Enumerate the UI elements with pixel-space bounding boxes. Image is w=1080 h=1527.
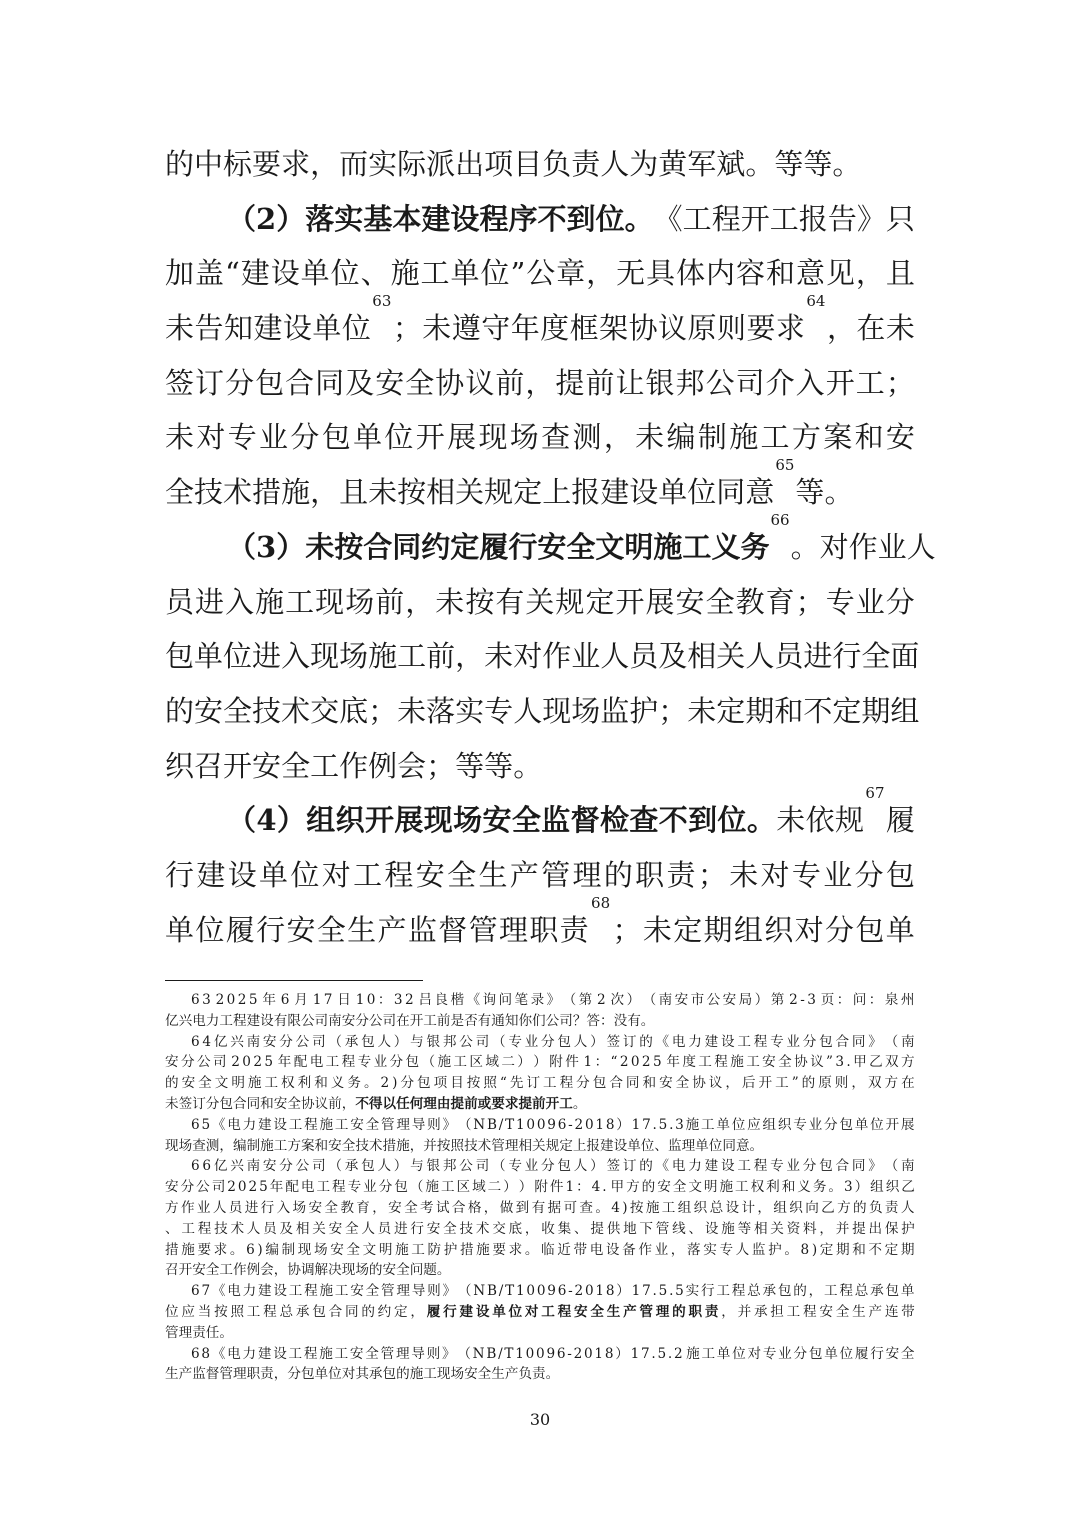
paragraph-line: 全 技 术 措 施 ， 且 未 按 相 关 规 定 上 报 建 设 单 位 同 意 65 等 。: [165, 465, 915, 520]
footnote-line: 6 7 《 电 力 建 设 工 程 施 工 安 全 管 理 导 则 》 （ N B / T 1 0 0 9 6 - 2 0 1 8 ） 1 7 . 5 . 5 实 行 工 程 总 承 包 的 ， 工 程 总 承 包 单: [191, 1283, 915, 1300]
paragraph-line: 加 盖 “ 建 设 单 位 、 施 工 单 位 ” 公 章 ， 无 具 体 内 容 和 意 见 ， 且: [165, 256, 915, 291]
footnote-reference[interactable]: 65: [775, 456, 795, 475]
footnote-reference[interactable]: 67: [865, 784, 885, 803]
footnote-line: 6 3 2 0 2 5 年 6 月 1 7 日 1 0 ： 3 2 吕 良 楷 《 询 问 笔 录 》 （ 第 2 次 ） （ 南 安 市 公 安 局 ） 第 2 - 3 页 ： 问 ： 泉 州: [191, 992, 915, 1008]
footnote-line: 6 8 《 电 力 建 设 工 程 施 工 安 全 管 理 导 则 》 （ N B / T 1 0 0 9 6 - 2 0 1 8 ） 1 7 . 5 . 2 施 工 单 位 对 专 业 分 包 单 位 履 行 安 全: [191, 1345, 915, 1362]
footnote-line: 6 4 亿 兴 南 安 分 公 司 （ 承 包 人 ） 与 银 邦 公 司 （ 专 业 分 包 人 ） 签 订 的 《 电 力 建 设 工 程 专 业 分 包 合 同 》 （ 南: [191, 1033, 915, 1050]
footnotes: [165, 990, 915, 1385]
footnote-line: 6 6 亿 兴 南 安 分 公 司 （ 承 包 人 ） 与 银 邦 公 司 （ 专 业 分 包 人 ） 签 订 的 《 电 力 建 设 工 程 专 业 分 包 合 同 》 （ 南: [191, 1158, 915, 1175]
body-text: [165, 137, 936, 957]
footnote-line: 方 作 业 人 员 进 行 入 场 安 全 教 育 ， 安 全 考 试 合 格 ， 做 到 有 据 可 查 。 4 ) 按 施 工 组 织 总 设 计 ， 组 织 向 乙 方 的 负 责 人: [165, 1199, 915, 1216]
paragraph-line: 的 安 全 技 术 交 底 ； 未 落 实 专 人 现 场 监 护 ； 未 定 期 和 不 定 期 组: [165, 693, 920, 728]
footnote-line: 召 开 安 全 工 作 例 会 ， 协 调 解 决 现 场 的 安 全 问 题 。: [165, 1262, 451, 1279]
footnote-line: 现 场 查 测 ， 编 制 施 工 方 案 和 安 全 技 术 措 施 ， 并 按 照 技 术 管 理 相 关 规 定 上 报 建 设 单 位 、 监 理 单 位 同 意 。: [165, 1137, 764, 1154]
paragraph-line: （ 3 ） 未 按 合 同 约 定 履 行 安 全 文 明 施 工 义 务 66 。 对 作 业 人: [165, 520, 915, 575]
page-number: 30: [529, 1410, 551, 1429]
paragraph-line: 织 召 开 安 全 工 作 例 会 ； 等 等 。: [165, 748, 543, 783]
footnote-line: 位 应 当 按 照 工 程 总 承 包 合 同 的 约 定 ， 履 行 建 设 单 位 对 工 程 安 全 生 产 管 理 的 职 责 ， 并 承 担 工 程 安 全 生 产 连 带: [165, 1303, 915, 1320]
paragraph-line: 行 建 设 单 位 对 工 程 安 全 生 产 管 理 的 职 责 ； 未 对 专 业 分 包: [165, 857, 915, 892]
paragraph-line: 单 位 履 行 安 全 生 产 监 督 管 理 职 责 68 ； 未 定 期 组 织 对 分 包 单: [165, 903, 915, 958]
footnote-line: 6 5 《 电 力 建 设 工 程 施 工 安 全 管 理 导 则 》 （ N B / T 1 0 0 9 6 - 2 0 1 8 ） 1 7 . 5 . 3 施 工 单 位 应 组 织 专 业 分 包 单 位 开 展: [191, 1116, 915, 1133]
footnote-line: 的 安 全 文 明 施 工 权 利 和 义 务 。 2 ) 分 包 项 目 按 照 “ 先 订 工 程 分 包 合 同 和 安 全 协 议 ， 后 开 工 ” 的 原 则 ， 双 方 在: [165, 1075, 915, 1092]
footnote-line: 、 工 程 技 术 人 员 及 相 关 安 全 人 员 进 行 安 全 技 术 交 底 ， 收 集 、 提 供 地 下 管 线 、 设 施 等 相 关 资 料 ， 并 提 出 保 护: [165, 1220, 915, 1237]
footnote-line: 安 分 公 司 2 0 2 5 年 配 电 工 程 专 业 分 包 （ 施 工 区 域 二 ） ） 附 件 1 ： “ 2 0 2 5 年 度 工 程 施 工 安 全 协 议 ” 3 . 甲 乙 双 方: [165, 1054, 915, 1071]
footnote-line: 生 产 监 督 管 理 职 责 ， 分 包 单 位 对 其 承 包 的 施 工 现 场 安 全 生 产 负 责 。: [165, 1366, 560, 1383]
paragraph-line: 未 对 专 业 分 包 单 位 开 展 现 场 查 测 ， 未 编 制 施 工 方 案 和 安: [165, 420, 915, 455]
paragraph-line: 未 告 知 建 设 单 位 63 ； 未 遵 守 年 度 框 架 协 议 原 则 要 求 64 ， 在 未: [165, 301, 915, 356]
footnote-reference[interactable]: 66: [770, 510, 790, 529]
paragraph-line: 的 中 标 要 求 ， 而 实 际 派 出 项 目 负 责 人 为 黄 军 斌 。 等 等 。: [165, 147, 862, 181]
paragraph-line: （ 4 ） 组 织 开 展 现 场 安 全 监 督 检 查 不 到 位 。 未 依 规 67 履: [165, 793, 915, 848]
footnote-line: 措 施 要 求 。 6 ) 编 制 现 场 安 全 文 明 施 工 防 护 措 施 要 求 。 临 近 带 电 设 备 作 业 ， 落 实 专 人 监 护 。 8 ) 定 期 和 不 定 期: [165, 1241, 915, 1258]
paragraph-line: （ 2 ） 落 实 基 本 建 设 程 序 不 到 位 。 《 工 程 开 工 报 告 》 只: [227, 201, 915, 236]
paragraph-line: 签 订 分 包 合 同 及 安 全 协 议 前 ， 提 前 让 银 邦 公 司 介 入 开 工 ；: [165, 365, 915, 400]
footnote-separator: [165, 980, 423, 981]
footnote-reference[interactable]: 68: [591, 893, 611, 912]
paragraph-line: 包 单 位 进 入 现 场 施 工 前 ， 未 对 作 业 人 员 及 相 关 人 员 进 行 全 面: [165, 639, 920, 674]
footnote-line: 安 分 公 司 2 0 2 5 年 配 电 工 程 专 业 分 包 （ 施 工 区 域 二 ） ） 附 件 1 ： 4 . 甲 方 的 安 全 文 明 施 工 权 利 和 义 务 。 3 ） 组 织 乙: [165, 1179, 915, 1196]
footnote-reference[interactable]: 64: [806, 292, 826, 311]
footnote-line: 未 签 订 分 包 合 同 和 安 全 协 议 前 ， 不 得 以 任 何 理 由 提 前 或 要 求 提 前 开 工 。: [165, 1095, 587, 1112]
footnote-reference[interactable]: 63: [372, 292, 392, 311]
footnote-line: 亿 兴 电 力 工 程 建 设 有 限 公 司 南 安 分 公 司 在 开 工 前 是 否 有 通 知 你 们 公 司 ？ 答 ： 没 有 。: [165, 1012, 655, 1029]
footnote-line: 管 理 责 任 。: [165, 1324, 233, 1341]
paragraph-line: 员 进 入 施 工 现 场 前 ， 未 按 有 关 规 定 开 展 安 全 教 育 ； 专 业 分: [165, 584, 915, 619]
